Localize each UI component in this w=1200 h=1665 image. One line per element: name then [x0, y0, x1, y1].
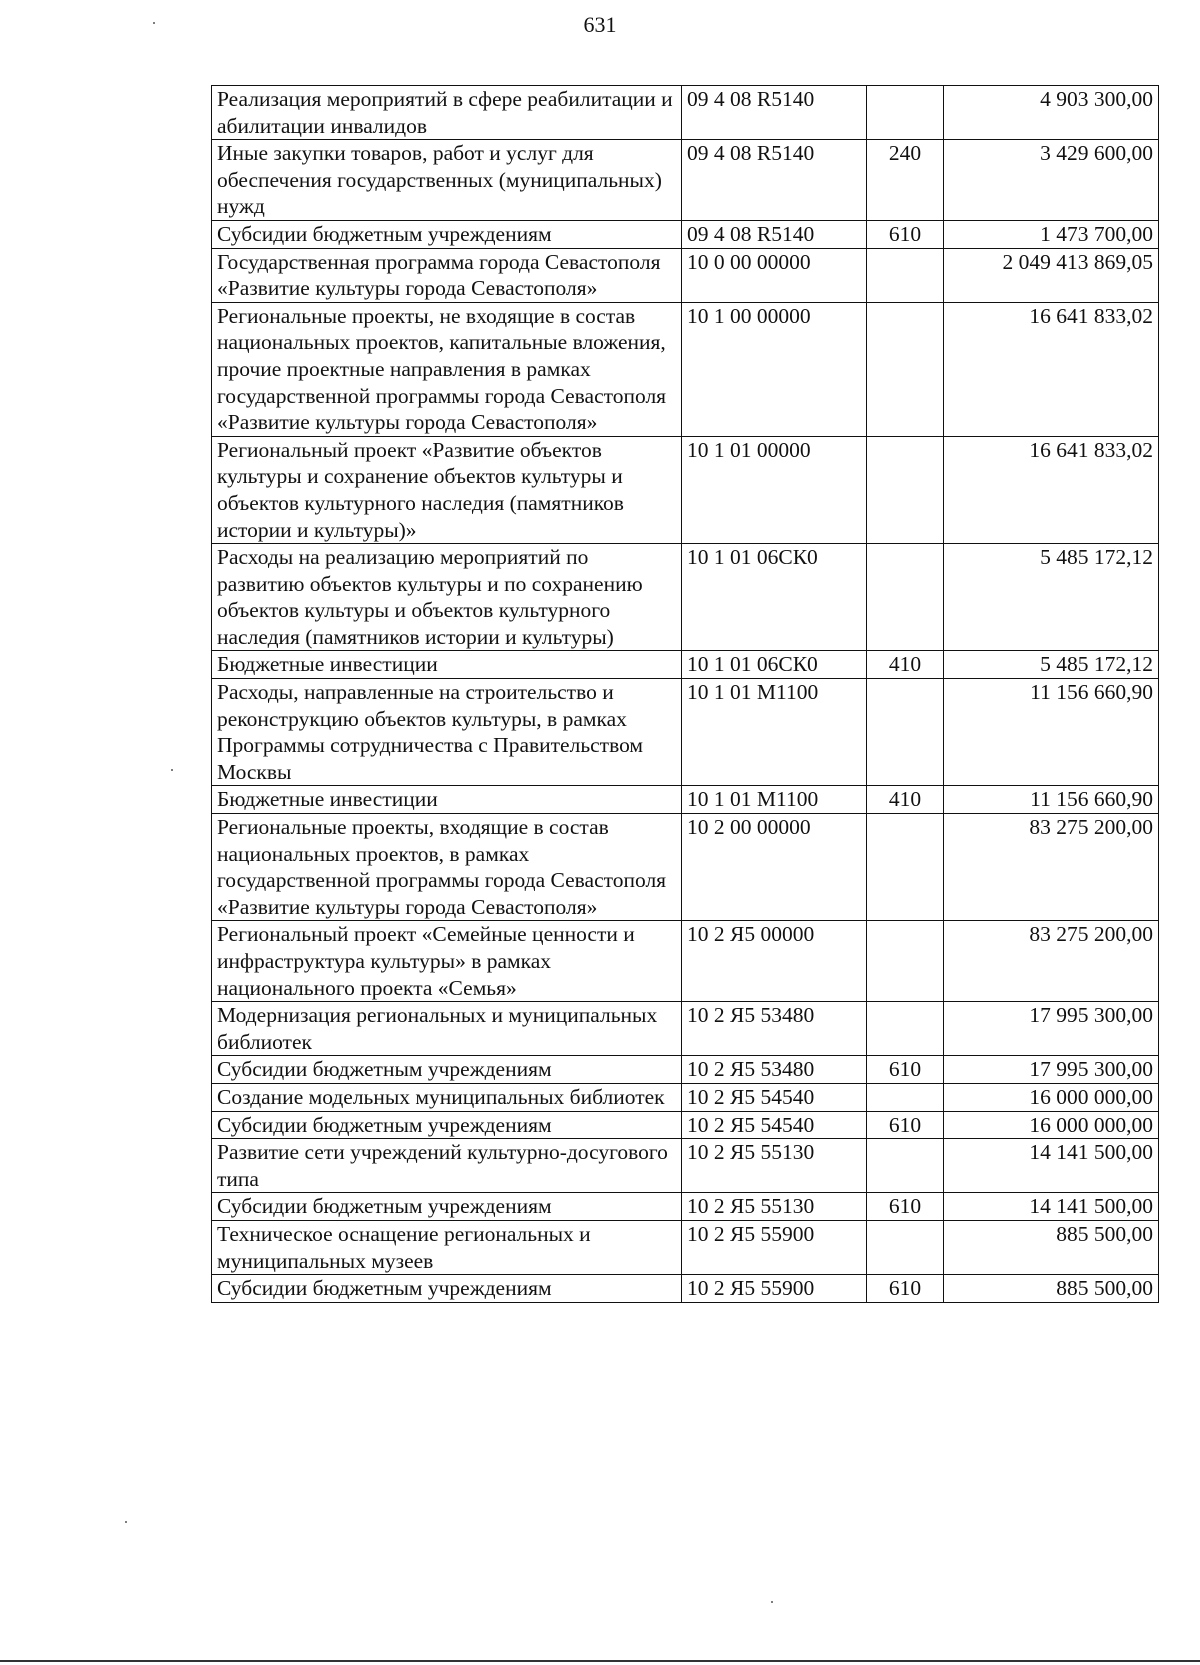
row-code-cell: 10 2 00 00000 — [682, 814, 867, 921]
row-code-cell: 10 1 01 06СК0 — [682, 651, 867, 679]
budget-table — [211, 85, 1159, 1303]
row-code-cell: 10 1 01 00000 — [682, 436, 867, 543]
row-name-cell: Развитие сети учреждений культурно-досугового типа — [212, 1139, 682, 1193]
row-code-cell: 10 2 Я5 55900 — [682, 1220, 867, 1274]
row-sum-cell: 14 141 500,00 — [944, 1193, 1159, 1221]
table-row — [212, 1111, 1159, 1139]
row-name-cell: Субсидии бюджетным учреждениям — [212, 1275, 682, 1303]
row-name-cell: Модернизация региональных и муниципальных библиотек — [212, 1002, 682, 1056]
table-row — [212, 436, 1159, 543]
row-type-cell: 610 — [867, 1056, 944, 1084]
row-code-cell: 10 2 Я5 55900 — [682, 1275, 867, 1303]
row-name-cell: Расходы на реализацию мероприятий по развитию объектов культуры и по сохранению объектов культуры и объектов культурного наследия (памятников истории и культуры) — [212, 544, 682, 651]
row-code-cell: 09 4 08 R5140 — [682, 86, 867, 140]
table-row — [212, 1275, 1159, 1303]
scan-speck — [153, 22, 155, 24]
row-sum-cell: 17 995 300,00 — [944, 1056, 1159, 1084]
table-row — [212, 1083, 1159, 1111]
row-sum-cell: 83 275 200,00 — [944, 814, 1159, 921]
scan-speck — [125, 1521, 127, 1523]
page-number: 631 — [583, 12, 617, 37]
table-row — [212, 651, 1159, 679]
row-type-cell — [867, 302, 944, 436]
table-row — [212, 1139, 1159, 1193]
row-sum-cell: 885 500,00 — [944, 1220, 1159, 1274]
row-sum-cell: 5 485 172,12 — [944, 544, 1159, 651]
budget-table-body — [212, 86, 1159, 1303]
row-code-cell: 10 1 00 00000 — [682, 302, 867, 436]
row-code-cell: 10 1 01 06СК0 — [682, 544, 867, 651]
row-code-cell: 09 4 08 R5140 — [682, 140, 867, 221]
row-code-cell: 10 2 Я5 54540 — [682, 1111, 867, 1139]
row-name-cell: Субсидии бюджетным учреждениям — [212, 1111, 682, 1139]
table-row — [212, 140, 1159, 221]
row-type-cell: 610 — [867, 220, 944, 248]
row-name-cell: Субсидии бюджетным учреждениям — [212, 220, 682, 248]
row-type-cell: 240 — [867, 140, 944, 221]
row-name-cell: Иные закупки товаров, работ и услуг для обеспечения государственных (муниципальных) нужд — [212, 140, 682, 221]
row-name-cell: Региональные проекты, входящие в состав национальных проектов, в рамках государственной программы города Севастополя «Развитие культуры города Севастополя» — [212, 814, 682, 921]
table-row — [212, 544, 1159, 651]
row-code-cell: 10 2 Я5 55130 — [682, 1139, 867, 1193]
table-row — [212, 679, 1159, 786]
row-name-cell: Реализация мероприятий в сфере реабилитации и абилитации инвалидов — [212, 86, 682, 140]
row-sum-cell: 5 485 172,12 — [944, 651, 1159, 679]
row-type-cell: 610 — [867, 1111, 944, 1139]
row-name-cell: Расходы, направленные на строительство и реконструкцию объектов культуры, в рамках Программы сотрудничества с Правительством Москвы — [212, 679, 682, 786]
table-row — [212, 786, 1159, 814]
row-sum-cell: 16 000 000,00 — [944, 1111, 1159, 1139]
row-type-cell: 610 — [867, 1193, 944, 1221]
table-row — [212, 220, 1159, 248]
scan-speck — [171, 769, 173, 771]
row-sum-cell: 4 903 300,00 — [944, 86, 1159, 140]
row-code-cell: 09 4 08 R5140 — [682, 220, 867, 248]
row-sum-cell: 14 141 500,00 — [944, 1139, 1159, 1193]
row-sum-cell: 16 000 000,00 — [944, 1083, 1159, 1111]
row-code-cell: 10 1 01 М1100 — [682, 679, 867, 786]
row-code-cell: 10 2 Я5 54540 — [682, 1083, 867, 1111]
row-sum-cell: 16 641 833,02 — [944, 436, 1159, 543]
row-name-cell: Субсидии бюджетным учреждениям — [212, 1193, 682, 1221]
table-row — [212, 248, 1159, 302]
row-type-cell: 410 — [867, 786, 944, 814]
row-sum-cell: 11 156 660,90 — [944, 786, 1159, 814]
row-code-cell: 10 1 01 М1100 — [682, 786, 867, 814]
row-type-cell — [867, 921, 944, 1002]
table-row — [212, 921, 1159, 1002]
row-sum-cell: 17 995 300,00 — [944, 1002, 1159, 1056]
row-name-cell: Техническое оснащение региональных и муниципальных музеев — [212, 1220, 682, 1274]
row-code-cell: 10 0 00 00000 — [682, 248, 867, 302]
row-name-cell: Региональный проект «Развитие объектов культуры и сохранение объектов культуры и объектов культурного наследия (памятников истории и культуры)» — [212, 436, 682, 543]
row-code-cell: 10 2 Я5 53480 — [682, 1056, 867, 1084]
table-row — [212, 1056, 1159, 1084]
row-sum-cell: 11 156 660,90 — [944, 679, 1159, 786]
table-row — [212, 86, 1159, 140]
row-sum-cell: 885 500,00 — [944, 1275, 1159, 1303]
row-code-cell: 10 2 Я5 53480 — [682, 1002, 867, 1056]
row-sum-cell: 2 049 413 869,05 — [944, 248, 1159, 302]
scan-edge-line — [0, 1660, 1200, 1662]
row-type-cell — [867, 544, 944, 651]
row-type-cell — [867, 86, 944, 140]
row-type-cell: 410 — [867, 651, 944, 679]
row-type-cell — [867, 1002, 944, 1056]
row-type-cell — [867, 1220, 944, 1274]
row-name-cell: Создание модельных муниципальных библиотек — [212, 1083, 682, 1111]
row-type-cell — [867, 1139, 944, 1193]
table-row — [212, 1002, 1159, 1056]
row-type-cell — [867, 248, 944, 302]
row-name-cell: Региональные проекты, не входящие в состав национальных проектов, капитальные вложения, прочие проектные направления в рамках государственной программы города Севастополя «Развитие культуры города Севастополя» — [212, 302, 682, 436]
row-sum-cell: 83 275 200,00 — [944, 921, 1159, 1002]
row-type-cell — [867, 1083, 944, 1111]
row-name-cell: Государственная программа города Севастополя «Развитие культуры города Севастополя» — [212, 248, 682, 302]
row-sum-cell: 1 473 700,00 — [944, 220, 1159, 248]
row-type-cell — [867, 436, 944, 543]
table-row — [212, 814, 1159, 921]
row-type-cell — [867, 679, 944, 786]
row-name-cell: Бюджетные инвестиции — [212, 651, 682, 679]
row-type-cell: 610 — [867, 1275, 944, 1303]
table-row — [212, 1220, 1159, 1274]
row-sum-cell: 16 641 833,02 — [944, 302, 1159, 436]
row-code-cell: 10 2 Я5 55130 — [682, 1193, 867, 1221]
row-name-cell: Региональный проект «Семейные ценности и инфраструктура культуры» в рамках национального проекта «Семья» — [212, 921, 682, 1002]
table-row — [212, 302, 1159, 436]
scan-speck — [771, 1601, 773, 1603]
row-sum-cell: 3 429 600,00 — [944, 140, 1159, 221]
row-name-cell: Субсидии бюджетным учреждениям — [212, 1056, 682, 1084]
row-code-cell: 10 2 Я5 00000 — [682, 921, 867, 1002]
table-row — [212, 1193, 1159, 1221]
row-type-cell — [867, 814, 944, 921]
row-name-cell: Бюджетные инвестиции — [212, 786, 682, 814]
